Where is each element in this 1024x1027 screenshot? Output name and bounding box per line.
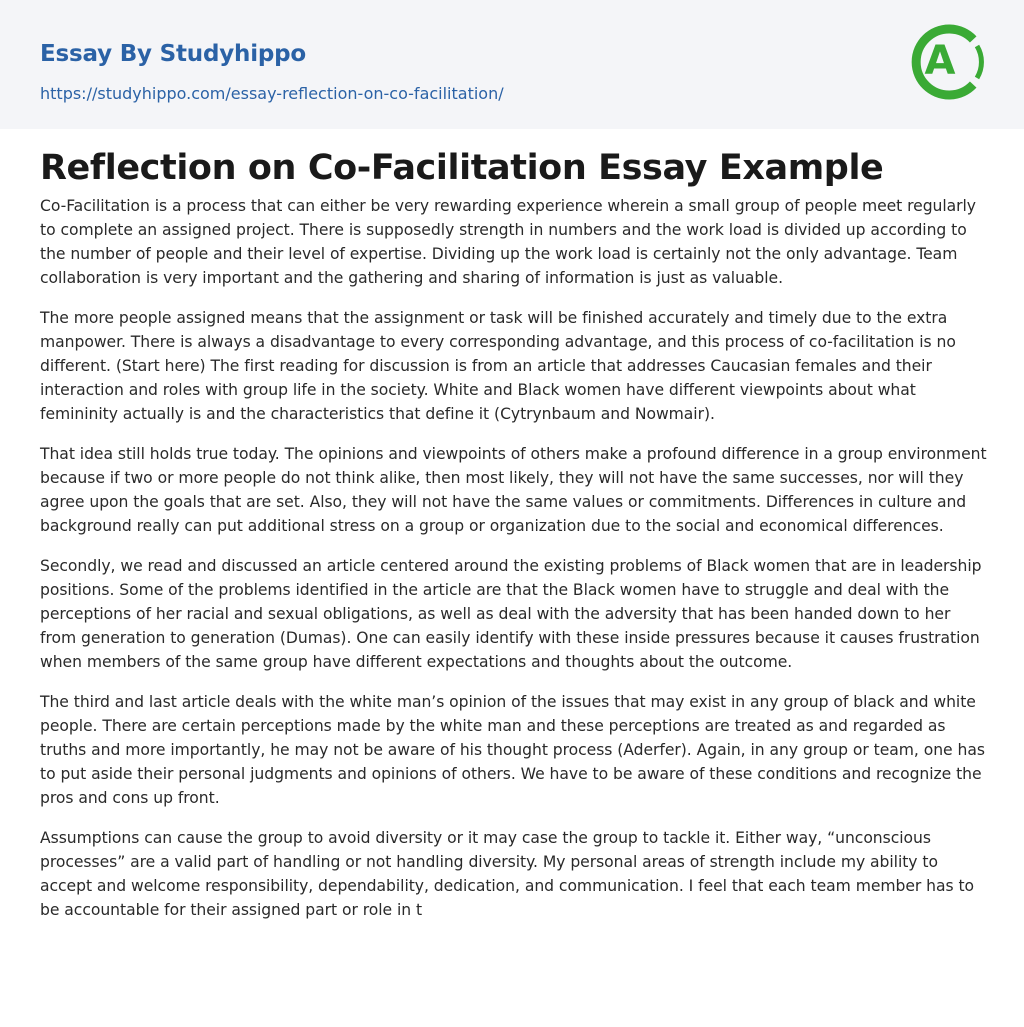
essay-paragraph-2: The more people assigned means that the assignment or task will be finished accurately and timely due to the extra manpower. There is always a disadvantage to every corresponding advantage, and this process of co-facilitation is no different. (Start here) The first reading for discussion is from an article that addresses Caucasian females and their interaction and roles with group life in the society. White and Black women have different viewpoints about what femininity actually is and the characteristics that define it (Cytrynbaum and Nowmair). bbox=[40, 309, 956, 423]
source-url-link[interactable]: https://studyhippo.com/essay-reflection-on-co-facilitation/ bbox=[40, 84, 504, 103]
site-header bbox=[0, 0, 1024, 129]
essay-paragraph-3: That idea still holds true today. The opinions and viewpoints of others make a profound difference in a group environment because if two or more people do not think alike, then most likely, they will not have the same successes, nor will they agree upon the goals that are set. Also, they will not have the same values or commitments. Differences in culture and background really can put additional stress on a group or organization due to the social and economical differences. bbox=[40, 445, 987, 535]
essay-paragraph-6: Assumptions can cause the group to avoid diversity or it may case the group to tackle it. Either way, “unconscious processes” are a valid part of handling or not handling diversity. My personal areas of strength include my ability to accept and welcome responsibility, dependability, dedication, and communication. I feel that each team member has to be accountable for their assigned part or role in t bbox=[40, 829, 975, 919]
logo-letter: A bbox=[924, 38, 956, 84]
essay-content bbox=[40, 146, 988, 922]
essay-title: Reflection on Co-Facilitation Essay Example bbox=[40, 148, 884, 188]
studyhippo-logo-icon[interactable] bbox=[903, 18, 989, 106]
essay-paragraph-1: Co-Facilitation is a process that can either be very rewarding experience wherein a small group of people meet regularly to complete an assigned project. There is supposedly strength in numbers and the work load is divided up according to the number of people and their level of expertise. Dividing up the work load is certainly not the only advantage. Team collaboration is very important and the gathering and sharing of information is just as valuable. bbox=[40, 197, 976, 287]
essay-paragraph-4: Secondly, we read and discussed an article centered around the existing problems of Black women that are in leadership positions. Some of the problems identified in the article are that the Black women have to struggle and deal with the perceptions of her racial and sexual obligations, as well as deal with the adversity that has been handed down to her from generation to generation (Dumas). One can easily identify with these inside pressures because it causes frustration when members of the same group have different expectations and thoughts about the outcome. bbox=[40, 557, 982, 671]
brand-link[interactable]: Essay By Studyhippo bbox=[40, 41, 307, 67]
essay-paragraph-5: The third and last article deals with the white man’s opinion of the issues that may exist in any group of black and white people. There are certain perceptions made by the white man and these perceptions are treated as and regarded as truths and more importantly, he may not be aware of his thought process (Aderfer). Again, in any group or team, one has to put aside their personal judgments and opinions of others. We have to be aware of these conditions and recognize the pros and cons up front. bbox=[40, 693, 985, 807]
